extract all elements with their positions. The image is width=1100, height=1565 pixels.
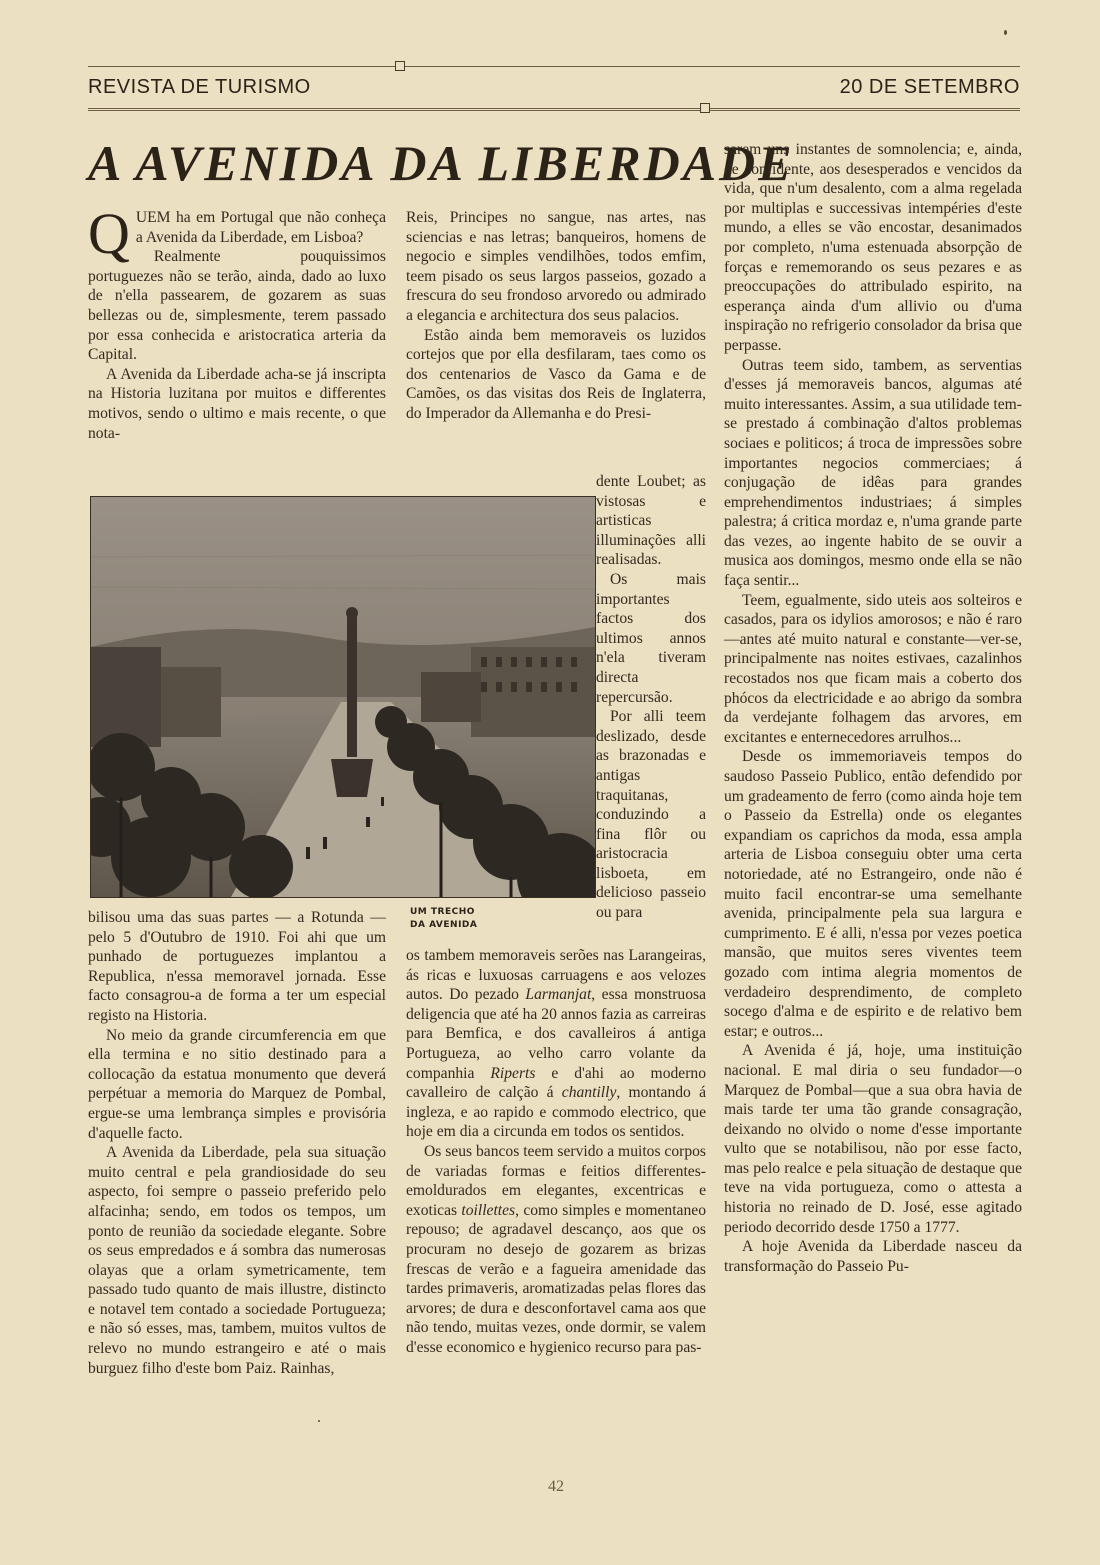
page-number: 42 <box>548 1478 564 1495</box>
text-run: , como simples e momentaneo repouso; de agradavel descanço, aos que os procuram no desejo de gozarem as brizas frescas de verão e a fagueira amenidade das tardes primaveris, aromatizadas pelas flores das arvores; de dura e desconfortavel cama aos que não tendo, muitas vezes, onde dormir, se valem d'esse economico e hygienico recurso para pas- <box>406 1201 706 1356</box>
column-1-bottom <box>88 908 386 1378</box>
header-double-rule <box>88 108 1020 111</box>
column-2-top <box>406 208 706 424</box>
lead-word: UEM <box>135 209 171 226</box>
issue-date: 20 DE SETEMBRO <box>839 76 1020 98</box>
paragraph: Realmente pouquissimos portuguezes não se terão, ainda, dado ao luxo de n'ella passearem, de gozarem as suas bellezas ou de, simplesmente, terem passado por essa conhecida e aristocratica arteria da Capital. <box>88 248 386 364</box>
paragraph: Estão ainda bem memoraveis os luzidos cortejos que por ella desfilaram, taes como os dos centenarios de Vasco da Gama e de Camões, os das visitas dos Reis de Inglaterra, do Imperador da Allemanha e do Presi- <box>406 326 706 422</box>
column-1-top <box>88 201 386 443</box>
paragraph-text: ha em Portugal que não conheça a Avenida da Liberdade, em Lisboa? <box>135 209 386 246</box>
text-run: e d'ahi ao moderno cavalleiro de calção á <box>406 1064 706 1102</box>
paper-speck <box>318 1420 320 1422</box>
column-2-bottom <box>406 946 706 1357</box>
photo-illustration <box>91 497 595 897</box>
paragraph: bilisou uma das suas partes — a Rotunda — pelo 5 d'Outubro de 1910. Foi ahi que um punhado de portuguezes implantou a Republica, n'essa memoravel jornada. Esse facto consagrou-a de forma a ter um especial registo na Historia. <box>88 909 386 1024</box>
paragraph: A Avenida da Liberdade acha-se já inscripta na Historia luzitana por muitos e differentes motivos, sendo o ultimo e mais recente, o que nota- <box>88 365 386 442</box>
italic-term: Larmanjat <box>525 986 592 1004</box>
paragraph: sarem uns instantes de somnolencia; e, ainda, de confidente, aos desesperados e vencidos da vida, que n'um desalento, com a alma regelada por multiplas e successivas intempéries d'este mundo, a elles se vão encostar, desanimados por completo, n'uma estenuada absorpção de forças e rememorando os seus pezares e as preoccupações do attribulado espirito, na esperança ainda d'um allivio ou d'uma inspiração no refrigerio consolador da brisa que perpasse. <box>724 141 1022 354</box>
paper-speck <box>1004 30 1007 35</box>
paragraph: Desde os immemoriaveis tempos do saudoso Passeio Publico, então defendido por um gradeamento de ferro (como ainda hoje tem o Passeio da Estrella) onde os elegantes expandiam os caprichos da moda, essa ampla arteria de Lisboa conseguiu obter uma certa notoriedade, até no Estrangeiro, onde não é muito facil encontrar-se uma semelhante avenida, principalmente pela sua largura e cumprimento. E é alli, n'essa por vezes poetica mansão, que muitos seres viventes teem gozado com intima alegria momentos de verdadeiro desprendimento, de completo socego d'alma e de espirito e de relativo bem estar; e outros... <box>724 748 1022 1040</box>
paragraph: dente Loubet; as vistosas e artisticas illuminações alli realisadas. <box>596 473 706 569</box>
rule-ornament <box>395 61 405 71</box>
photo-caption <box>410 906 490 932</box>
drop-cap: Q <box>88 201 130 266</box>
paragraph: A Avenida da Liberdade, pela sua situação muito central e pela grandiosidade do seu aspecto, foi sempre o passeio preferido pelo alfacinha; sendo, em todos os tempos, um ponto de reunião da sociedade elegante. Sobre os seus empredados e á sombra das numerosas olayas que a orlam symetricamente, tem passado tudo quanto de mais illustre, distincto e notavel tem contado a sociedade Portugueza; e não só esses, mas, tambem, muitos vultos de relevo no mundo estrangeiro e até o mais burguez filho d'este bom Paiz. Rainhas, <box>88 1144 386 1377</box>
top-rule <box>88 66 1020 67</box>
paragraph: A hoje Avenida da Liberdade nasceu da transformação do Passeio Pu- <box>724 1238 1022 1275</box>
publication-name: REVISTA DE TURISMO <box>88 76 311 98</box>
column-3 <box>724 140 1022 1276</box>
text-run: , essa monstruosa deligencia que até ha 20 annos fazia as carreiras para Bemfica, e dos cavalleiros á antiga Portugueza, ao velho carro volante da companhia <box>406 986 706 1082</box>
paragraph <box>406 946 706 1142</box>
italic-term: Riperts <box>490 1064 536 1082</box>
paragraph: Por alli teem deslizado, desde as brazonadas e antigas traquitanas, conduzindo a fina flôr ou aristocracia lisboeta, em delicioso passeio ou para <box>596 708 706 922</box>
paragraph <box>406 1142 706 1358</box>
paragraph: Teem, egualmente, sido uteis aos solteiros e casados, para os idylios amorosos; e não é raro—antes até muito natural e constante—ver-se, principalmente nas noites estivaes, cazalinhos recostados nos que ficam mais a coberto dos phócos da electricidade e ao abrigo da sombra da verdejante folhagem das arvores, em excitantes e enternecedores arrulhos... <box>724 591 1022 746</box>
paragraph: Outras teem sido, tambem, as serventias d'esses já memoraveis bancos, algumas até muito interessantes. Assim, a sua utilidade tem-se prestado á combinação d'altos problemas sociaes e politicos; á troca de impressões sobre importantes negocios commerciaes; á conjugação de idêas para grandes emprehendimentos industriaes; á simples palestra; á critica mordaz e, n'uma grande parte das vezes, ao ingente habito de se ouvir a musica aos domingos, mesmo onde ella se não faça sentir... <box>724 356 1022 590</box>
paragraph: A Avenida é já, hoje, uma instituição nacional. E mal diria o seu fundador—o Marquez de Pombal—que a sua obra havia de mais tarde ter uma tão grande consagração, deixando no olvido o nome d'esse importante vulto que se notabilisou, não por esse facto, mas pelo realce e pela situação de destaque que teve na vida portugueza, como o attesta a historia no reinado de D. José, esse agitado periodo decorrido desde 1750 a 1777. <box>724 1042 1022 1236</box>
paragraph: Os mais importantes factos dos ultimos annos n'ela tiveram directa repercursão. <box>596 570 706 706</box>
paragraph <box>88 201 386 266</box>
paragraph: Reis, Principes no sangue, nas artes, nas sciencias e nas letras; banqueiros, homens de negocio e simples vendilhões, todos emfim, teem pisado os seus largos passeios, gozado a frescura do seu frondoso arvoredo ou admirado a elegancia e architectura dos seus palacios. <box>406 209 706 324</box>
text-run: os tambem memoraveis serões nas Larangeiras, ás ricas e luxuosas carruagens e aos velozes autos. Do pezado <box>406 947 706 1004</box>
rule-ornament-2 <box>700 103 710 113</box>
italic-term: chantilly <box>561 1084 617 1102</box>
paragraph: No meio da grande circumferencia em que ella termina e no sitio destinado para a collocação da estatua monumento que deverá perpétuar a memoria do Marquez de Pombal, ergue-se uma lembrança simples e provisória d'aquelle facto. <box>88 1026 386 1142</box>
article-title: A AVENIDA DA LIBERDADE <box>88 135 795 191</box>
italic-term: toillettes <box>461 1201 516 1219</box>
caption-line: UM TRECHO <box>410 907 475 917</box>
text-run: Os seus bancos teem servido a muitos corpos de variadas formas e feitios differentes-emoldurados em elegantes, excentricas e exoticas <box>406 1142 706 1219</box>
caption-line: DA AVENIDA <box>410 920 478 930</box>
text-run: , montando á ingleza, e ao rapido e commodo electrico, que hoje em dia a circunda em todos os sentidos. <box>406 1084 706 1141</box>
column-2-wrap <box>596 472 706 923</box>
avenue-photograph <box>90 496 596 898</box>
